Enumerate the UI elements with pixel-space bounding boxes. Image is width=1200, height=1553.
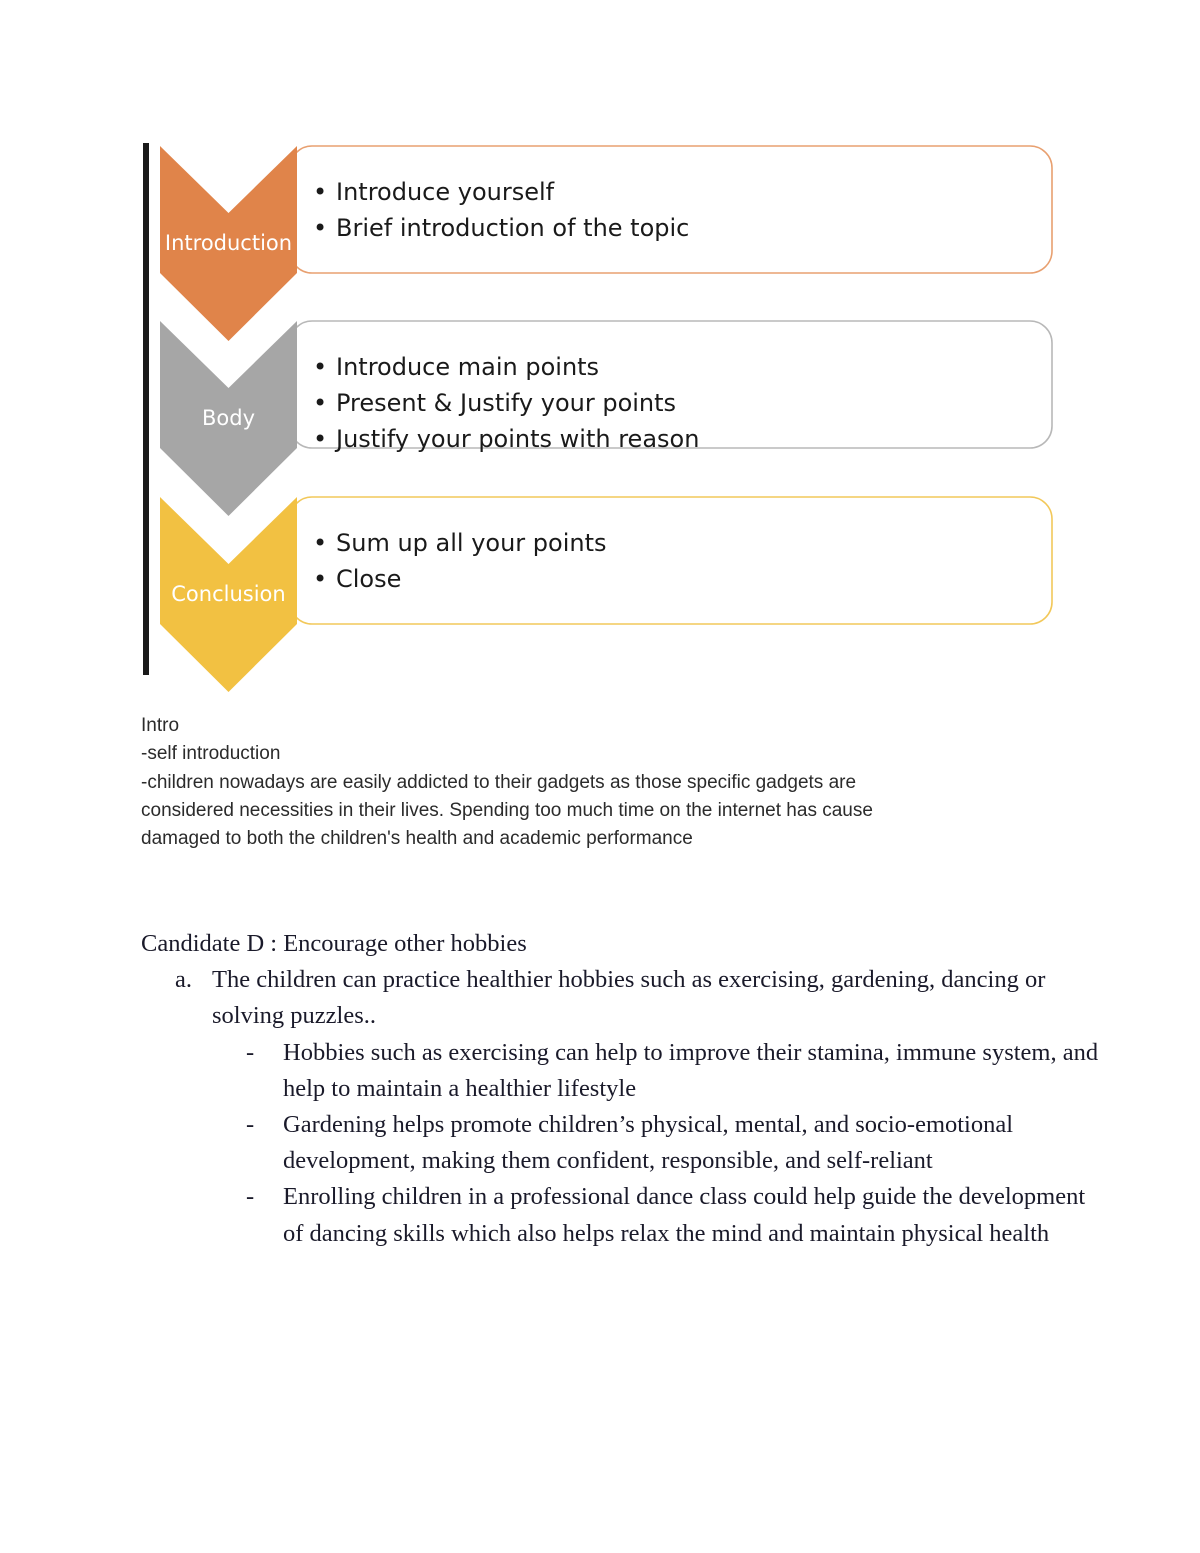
bullet-dot: • — [313, 214, 328, 242]
bullet-dot: • — [313, 565, 328, 593]
stage-label: Conclusion — [171, 582, 286, 606]
bullet-dot: • — [313, 178, 328, 206]
stage-conclusion — [160, 497, 1052, 692]
notes-line: considered necessities in their lives. Spending too much time on the internet has cause — [141, 799, 873, 821]
stage-bullet: Sum up all your points — [336, 529, 607, 557]
notes-line: damaged to both the children's health and academic performance — [141, 828, 693, 850]
point-marker: a. — [175, 966, 192, 994]
stage-bullet: Justify your points with reason — [336, 425, 700, 453]
sub-point-text: Hobbies such as exercising can help to improve their stamina, immune system, and help to maintain a healthier lifestyle — [283, 1038, 1099, 1102]
stage-label: Body — [201, 406, 256, 430]
intro-notes — [141, 712, 1041, 853]
sub-point — [141, 1035, 1101, 1107]
stage-bullet: Present & Justify your points — [336, 389, 677, 417]
sub-point — [141, 1179, 1101, 1251]
stage-body — [160, 321, 1052, 516]
stage-bullet: Close — [336, 565, 402, 593]
bullet-dot: • — [313, 389, 328, 417]
stage-content-box — [290, 146, 1052, 273]
stage-label: Introduction — [164, 231, 293, 255]
stage-bullet: Introduce yourself — [336, 178, 555, 206]
notes-line: -self introduction — [141, 743, 281, 765]
process-diagram — [0, 0, 1200, 700]
dash-marker: - — [246, 1183, 255, 1211]
dash-marker: - — [246, 1111, 255, 1139]
sub-point-list — [141, 1035, 1101, 1252]
sub-point-text: Gardening helps promote children’s physical, mental, and socio-emotional development, making them confident, responsible, and self-reliant — [283, 1111, 1014, 1175]
stage-introduction — [160, 146, 1052, 341]
bullet-dot: • — [313, 529, 328, 557]
stage-bullet: Brief introduction of the topic — [336, 214, 690, 242]
point-text: The children can practice healthier hobbies such as exercising, gardening, dancing or solving puzzles.. — [212, 966, 1046, 1030]
sub-point-text: Enrolling children in a professional dance class could help guide the development of dancing skills which also helps relax the mind and maintain physical health — [283, 1183, 1086, 1247]
notes-line: -children nowadays are easily addicted to their gadgets as those specific gadgets are — [141, 771, 857, 793]
diagram-left-rule — [143, 143, 149, 675]
stage-bullet: Introduce main points — [336, 353, 600, 381]
bullet-dot: • — [313, 425, 328, 453]
stage-content-box — [290, 497, 1052, 624]
stages-layer — [160, 146, 1052, 692]
candidate-section — [141, 926, 1101, 1252]
bullet-dot: • — [313, 353, 328, 381]
notes-heading: Intro — [141, 715, 180, 736]
dash-marker: - — [246, 1038, 255, 1066]
sub-point — [141, 1107, 1101, 1179]
candidate-point — [141, 962, 1101, 1034]
candidate-title: Candidate D : Encourage other hobbies — [141, 930, 527, 957]
